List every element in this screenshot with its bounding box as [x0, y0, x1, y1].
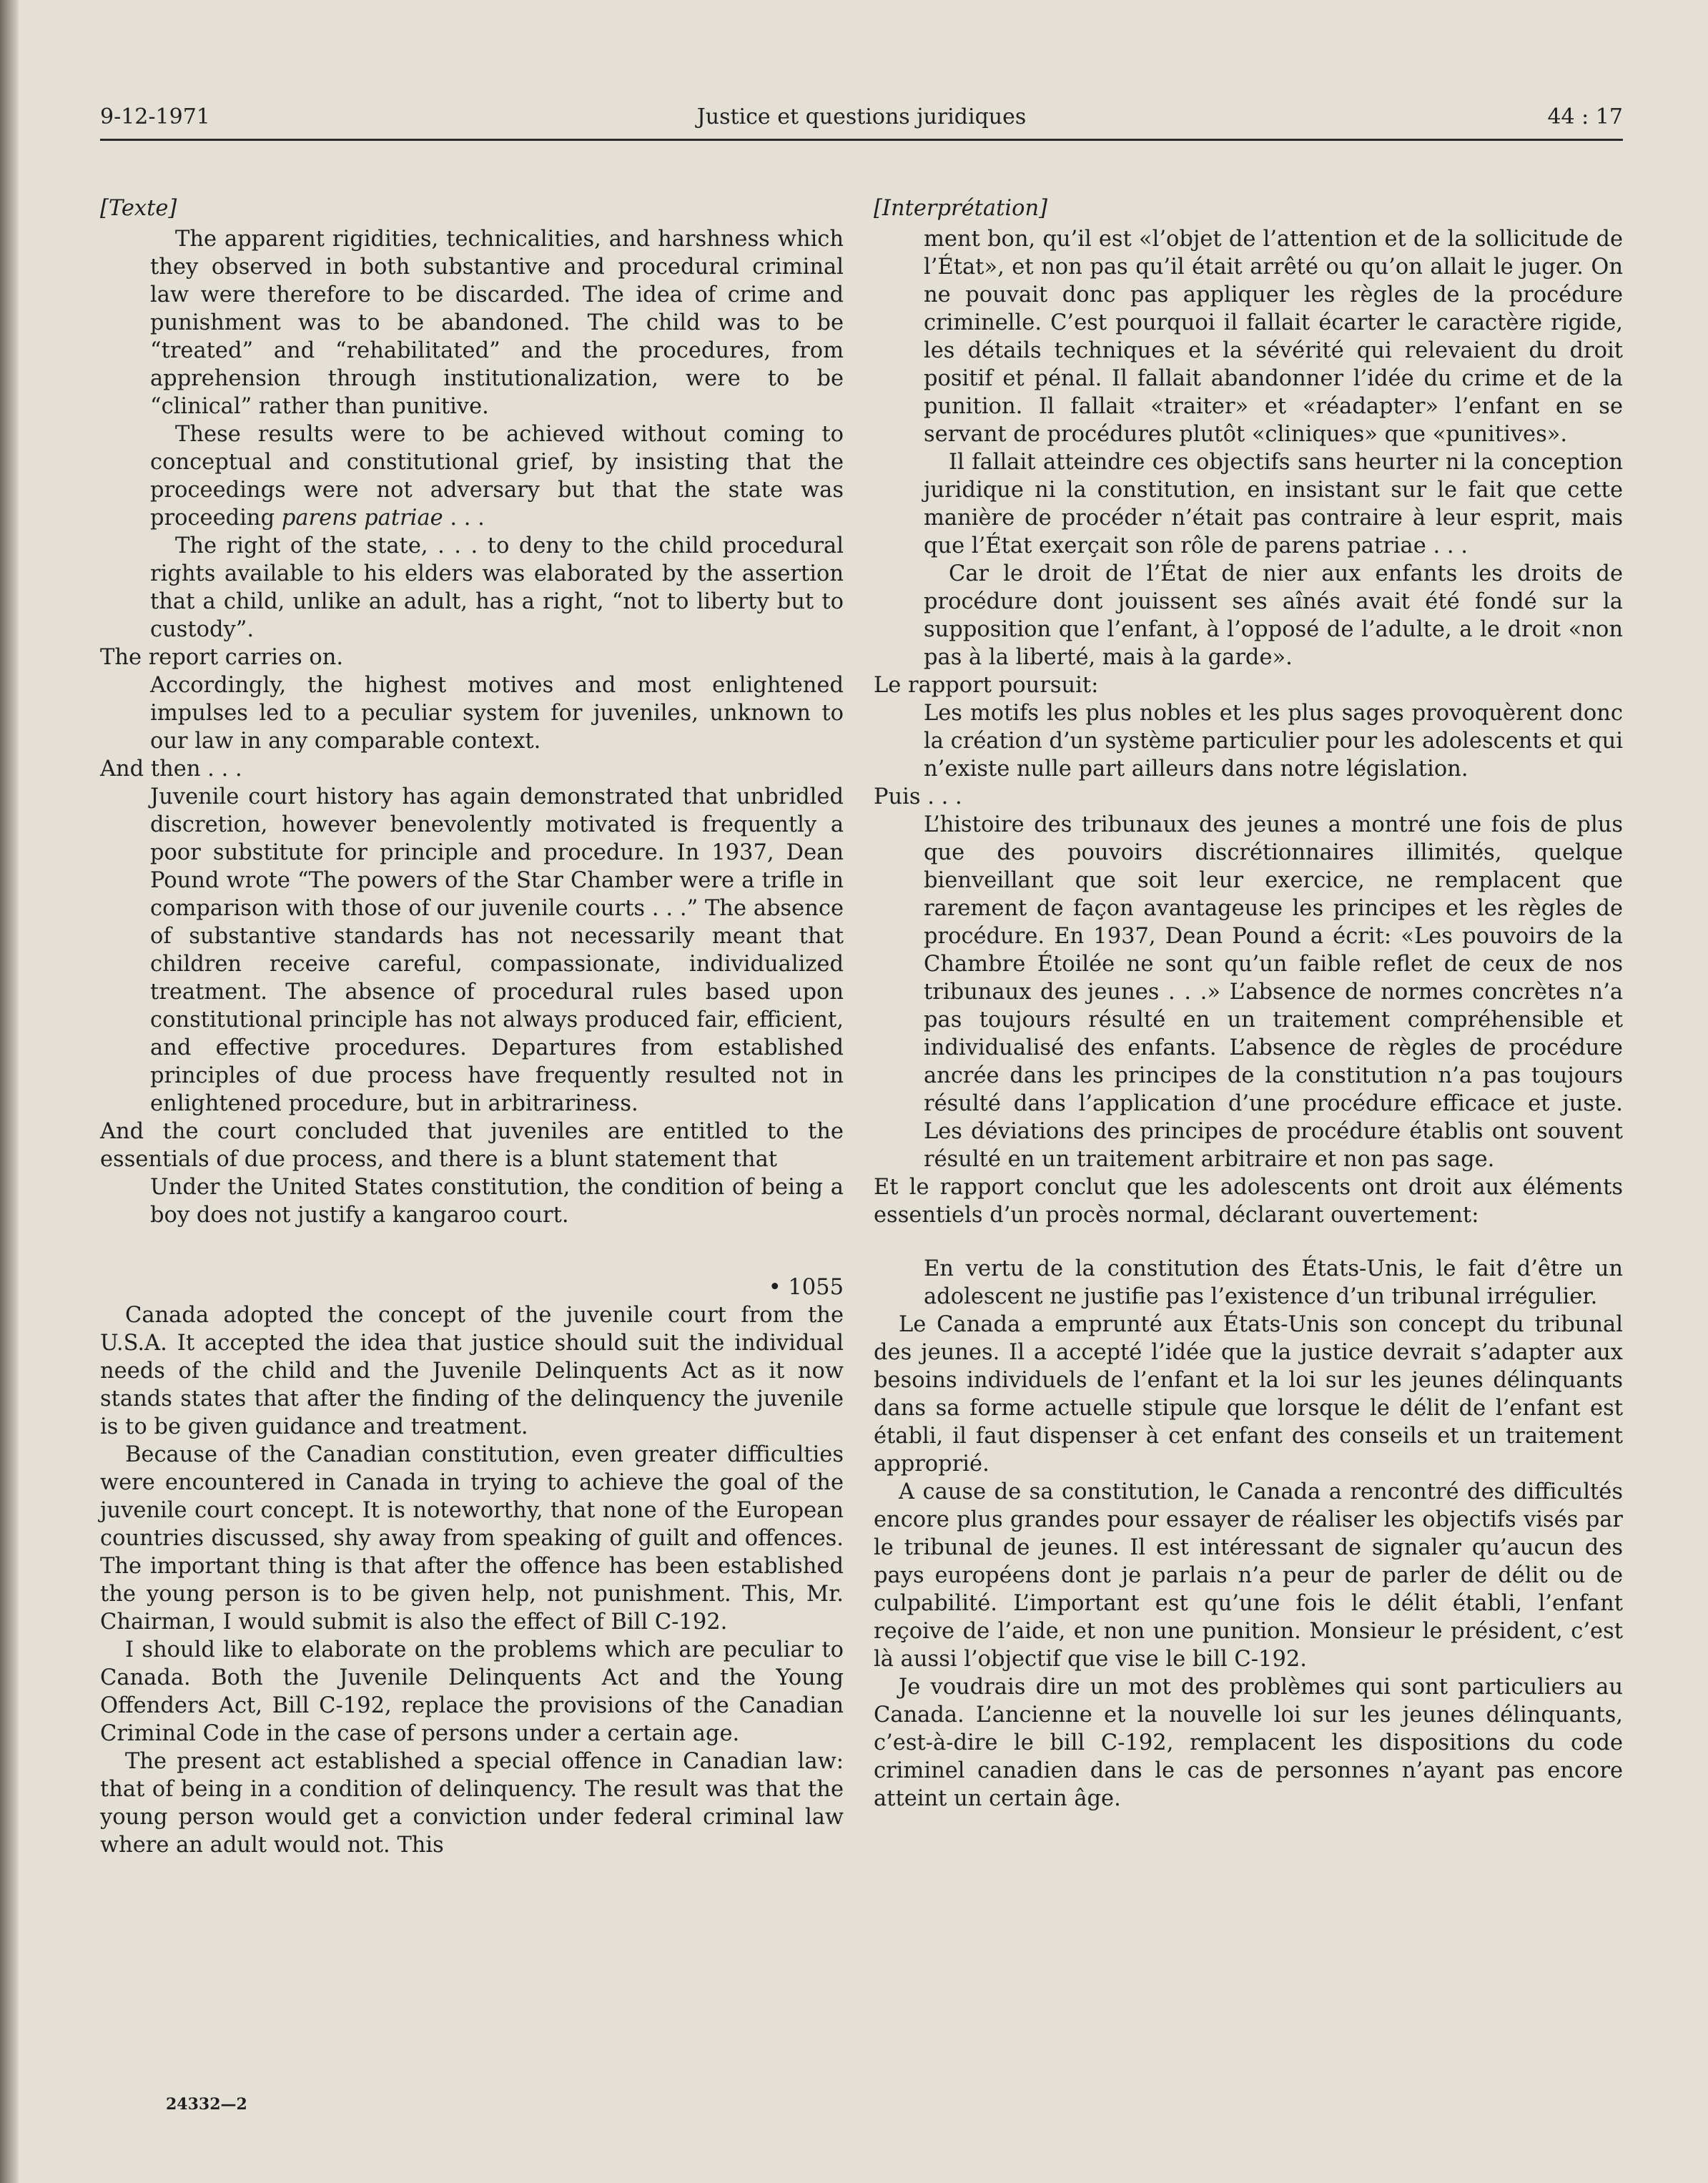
body-paragraph: Je voudrais dire un mot des problèmes qui sont particuliers au Canada. L’ancienne et la nouvelle loi sur les jeunes délinquants, c’est-à-dire le bill C-192, remplacent les dispositions du code criminel canadien dans le cas de personnes n’ayant pas encore atteint un certain âge. [874, 1675, 1623, 1811]
body-paragraph: I should like to elaborate on the problems which are peculiar to Canada. Both the Juvenile Delinquents Act and the Young Offenders Act, Bill C-192, replace the provisions of the Canadian Criminal Code in the case of persons under a certain age. [100, 1637, 844, 1746]
body-paragraph: Puis . . . [874, 784, 962, 809]
quote-paragraph: En vertu de la constitution des États-Unis, le fait d’être un adolescent ne justifie pas l’existence d’un tribunal irrégulier. [924, 1256, 1623, 1309]
quote-paragraph: Under the United States constitution, the condition of being a boy does not justify a kangaroo court. [150, 1175, 844, 1228]
body-paragraph: Le Canada a emprunté aux États-Unis son concept du tribunal des jeunes. Il a accepté l’idée que la justice devrait s’adapter aux besoins individuels de l’enfant et la loi sur les jeunes délinquants dans sa forme actuelle stipule que lorsque le délit de l’enfant est établi, il faut dispenser à cet enfant des conseils et un traitement approprié. [874, 1312, 1623, 1477]
time-marker: • 1055 [768, 1275, 844, 1300]
print-code: 24332—2 [166, 2095, 247, 2114]
header-date: 9-12-1971 [100, 104, 210, 129]
quote-text: These results were to be achieved without coming to conceptual and constitutional grief, by insisting that the proceedings were not adversary but that the state was proceeding [150, 422, 844, 531]
spacer [874, 1229, 1623, 1255]
quote-paragraph: Il fallait atteindre ces objectifs sans heurter ni la conception juridique ni la constitution, en insistant sur le fait que cette manière de procéder n’était pas contraire à leur esprit, mais que l’État exerçait son rôle de parens patriae . . . [924, 450, 1623, 558]
quote-paragraph [100, 420, 844, 532]
quote-paragraph: ment bon, qu’il est «l’objet de l’attention et de la sollicitude de l’État», et non pas qu’il était arrêté ou qu’on allait le juger. On ne pouvait donc pas appliquer les règles de la procédure criminelle. C’est pourquoi il fallait écarter le caractère rigide, les détails techniques et la sévérité qui relevaient du droit positif et pénal. Il fallait abandonner l’idée du crime et de la punition. Il fallait «traiter» et «réadapter» l’enfant en se servant de procédures plutôt «cliniques» que «punitives». [924, 227, 1623, 447]
header-title: Justice et questions juridiques [696, 104, 1027, 129]
body-paragraph: Canada adopted the concept of the juvenile court from the U.S.A. It accepted the idea that justice should suit the individual needs of the child and the Juvenile Delinquents Act as it now stands states that after the finding of the delinquency the juvenile is to be given guidance and treatment. [100, 1303, 844, 1439]
body-paragraph: Because of the Canadian constitution, even greater difficulties were encountered in Canada in trying to achieve the goal of the juvenile court concept. It is noteworthy, that none of the European countries discussed, shy away from speaking of guilt and offences. The important thing is that after the offence has been established the young person is to be given help, not punishment. This, Mr. Chairman, I would submit is also the effect of Bill C-192. [100, 1442, 844, 1635]
english-column [100, 194, 844, 1859]
quote-paragraph: Accordingly, the highest motives and most enlightened impulses led to a peculiar system for juveniles, unknown to our law in any comparable context. [150, 673, 844, 754]
body-paragraph: And then . . . [100, 757, 242, 782]
french-column [874, 194, 1623, 1813]
body-paragraph: Le rapport poursuit: [874, 673, 1099, 698]
body-paragraph: Et le rapport conclut que les adolescents ont droit aux éléments essentiels d’un procès normal, déclarant ouvertement: [874, 1175, 1623, 1228]
ellipsis: . . . [443, 506, 485, 531]
body-paragraph: The report carries on. [100, 645, 344, 670]
latin-term: parens patriae [281, 506, 443, 531]
quote-paragraph: The apparent rigidities, technicalities, and harshness which they observed in both substantive and procedural criminal law were therefore to be discarded. The idea of crime and punishment was to be abandoned. The child was to be “treated” and “rehabilitated” and the procedures, from apprehension through institutionalization, were to be “clinical” rather than punitive. [150, 227, 844, 419]
quote-paragraph: The right of the state, . . . to deny to the child procedural rights available to his elders was elaborated by the assertion that a child, unlike an adult, has a right, “not to liberty but to custody”. [150, 533, 844, 642]
page-edge-shadow [0, 0, 19, 2183]
quote-paragraph: L’histoire des tribunaux des jeunes a montré une fois de plus que des pouvoirs discrétionnaires illimités, quelque bienveillant que soit leur exercice, ne remplacent que rarement de façon avantageuse les principes et les règles de procédure. En 1937, Dean Pound a écrit: «Les pouvoirs de la Chambre Étoilée ne sont qu’un faible reflet de ceux de nos tribunaux des jeunes . . .» L’absence de normes concrètes n’a pas toujours résulté en un traitement compréhensible et individualisé des enfants. L’absence de règles de procédure ancrée dans les principes de la constitution n’a pas toujours résulté dans l’application d’une procédure efficace et juste. Les déviations des principes de procédure établis ont souvent résulté en un traitement arbitraire et non pas sage. [924, 812, 1623, 1172]
body-paragraph: The present act established a special offence in Canadian law: that of being in a condition of delinquency. The result was that the young person would get a conviction under federal criminal law where an adult would not. This [100, 1749, 844, 1858]
body-paragraph: And the court concluded that juveniles are entitled to the essentials of due process, and there is a blunt statement that [100, 1119, 844, 1172]
language-label: [Texte] [100, 196, 177, 221]
body-paragraph: A cause de sa constitution, le Canada a rencontré des difficultés encore plus grandes pour essayer de réaliser les objectifs visés par le tribunal de jeunes. Il est intéressant de signaler qu’aucun des pays européens dont je parlais n’a peur de parler de délit ou de culpabilité. L’important est qu’une fois le délit établi, l’enfant reçoive de l’aide, et non une punition. Monsieur le président, c’est là aussi l’objectif que vise le bill C-192. [874, 1479, 1623, 1672]
language-label: [Interprétation] [874, 196, 1047, 221]
running-header [100, 102, 1623, 141]
quote-paragraph: Car le droit de l’État de nier aux enfants les droits de procédure dont jouissent ses aînés avait été fondé sur la supposition que l’enfant, à l’opposé de l’adulte, a le droit «non pas à la liberté, mais à la garde». [924, 561, 1623, 670]
quote-paragraph: Les motifs les plus nobles et les plus sages provoquèrent donc la création d’un système particulier pour les adolescents et qui n’existe nulle part ailleurs dans notre législation. [924, 701, 1623, 782]
header-page-number: 44 : 17 [1547, 104, 1623, 129]
quote-paragraph: Juvenile court history has again demonstrated that unbridled discretion, however benevolently motivated is frequently a poor substitute for principle and procedure. In 1937, Dean Pound wrote “The powers of the Star Chamber were a trifle in comparison with those of our juvenile courts . . .” The absence of substantive standards has not necessarily meant that children receive careful, compassionate, individualized treatment. The absence of procedural rules based upon constitutional principle has not always produced fair, efficient, and effective procedures. Departures from established principles of due process have frequently resulted not in enlightened procedure, but in arbitrariness. [150, 784, 844, 1116]
